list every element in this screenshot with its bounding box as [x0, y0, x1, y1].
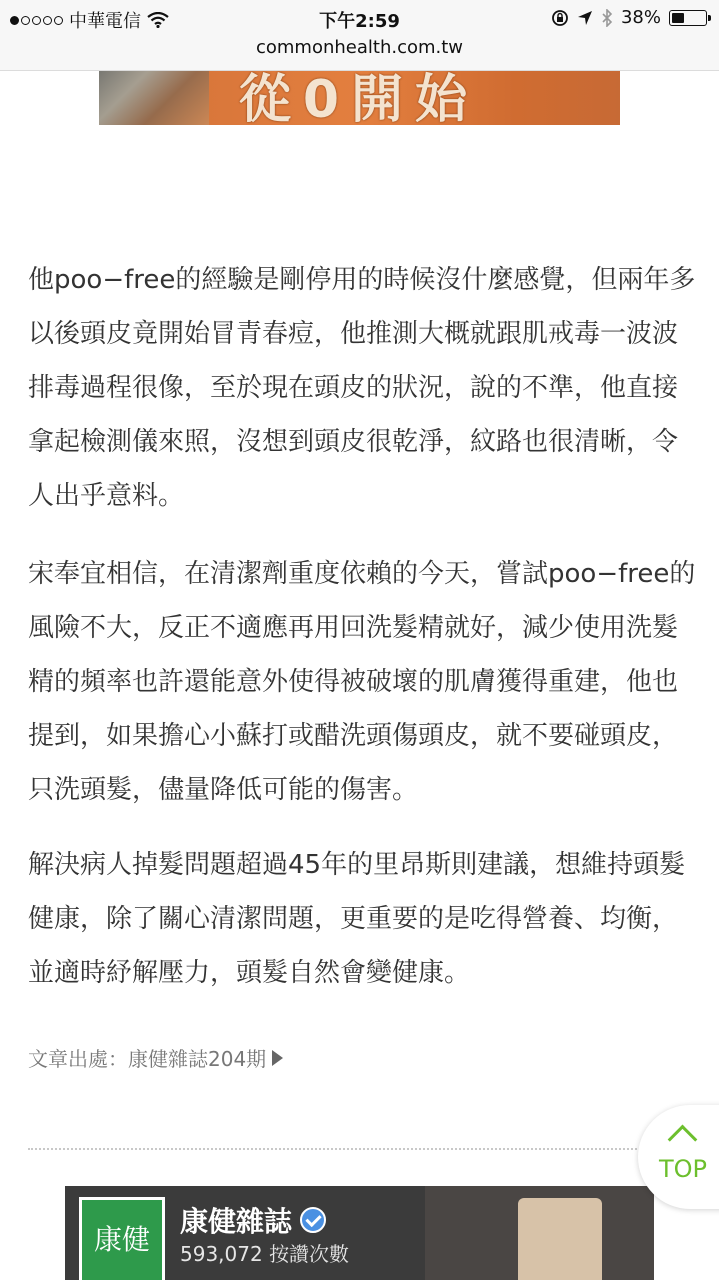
dotted-divider — [28, 1148, 668, 1150]
page-logo[interactable]: 康健 — [79, 1197, 165, 1280]
cover-illustration — [518, 1198, 602, 1280]
play-arrow-icon — [272, 1050, 283, 1066]
article-source-link[interactable] — [28, 1043, 283, 1072]
page-name[interactable]: 康健雜誌 — [180, 1205, 293, 1238]
location-arrow-icon — [577, 10, 593, 26]
battery-icon — [669, 10, 707, 26]
battery-percent: 38% — [620, 7, 661, 28]
fan-page-card[interactable] — [65, 1186, 654, 1280]
battery-fill — [672, 13, 684, 23]
page-name-row[interactable] — [180, 1200, 326, 1240]
status-bar — [0, 0, 719, 34]
status-right — [551, 7, 707, 28]
url-text[interactable]: commonhealth.com.tw — [255, 37, 464, 58]
article-paragraph: 解決病人掉髮問題超過45年的里昂斯則建議，想維持頭髮健康，除了關心清潔問題，更重要的是吃得營養、均衡，並適時紓解壓力，頭髮自然會變健康。 — [28, 850, 686, 988]
cover-photo — [425, 1186, 654, 1280]
carrier-name: 中華電信 — [69, 11, 141, 32]
article-paragraph: 他poo−free的經驗是剛停用的時候沒什麼感覺，但兩年多以後頭皮竟開始冒青春痘，他推測大概就跟肌戒毒一波波排毒過程很像，至於現在頭皮的狀況，說的不準，他直接拿起檢測儀來照，沒想到頭皮很乾淨，紋路也很清晰，令人出乎意料。 — [28, 265, 696, 511]
like-count: 593,072 按讚次數 — [180, 1242, 350, 1266]
chevron-up-icon — [668, 1125, 698, 1155]
article-paragraph: 宋奉宜相信，在清潔劑重度依賴的今天，嘗試poo−free的風險不大，反正不適應再用回洗髮精就好，減少使用洗髮精的頻率也許還能意外使得被破壞的肌膚獲得重建，他也提到，如果擔心小蘇打或醋洗頭傷頭皮，就不要碰頭皮，只洗頭髮，儘量降低可能的傷害。 — [28, 559, 696, 805]
address-bar[interactable] — [0, 34, 719, 71]
banner-title: 從0開始 — [238, 71, 480, 125]
top-label[interactable]: TOP — [659, 1155, 708, 1183]
banner-photo — [99, 71, 209, 125]
orientation-lock-icon — [551, 9, 569, 27]
verified-badge-icon — [300, 1207, 326, 1233]
source-label[interactable]: 文章出處：康健雜誌204期 — [28, 1047, 267, 1071]
bluetooth-icon — [601, 9, 613, 27]
article-banner-image — [99, 71, 620, 125]
clock: 下午2:59 — [319, 11, 400, 32]
